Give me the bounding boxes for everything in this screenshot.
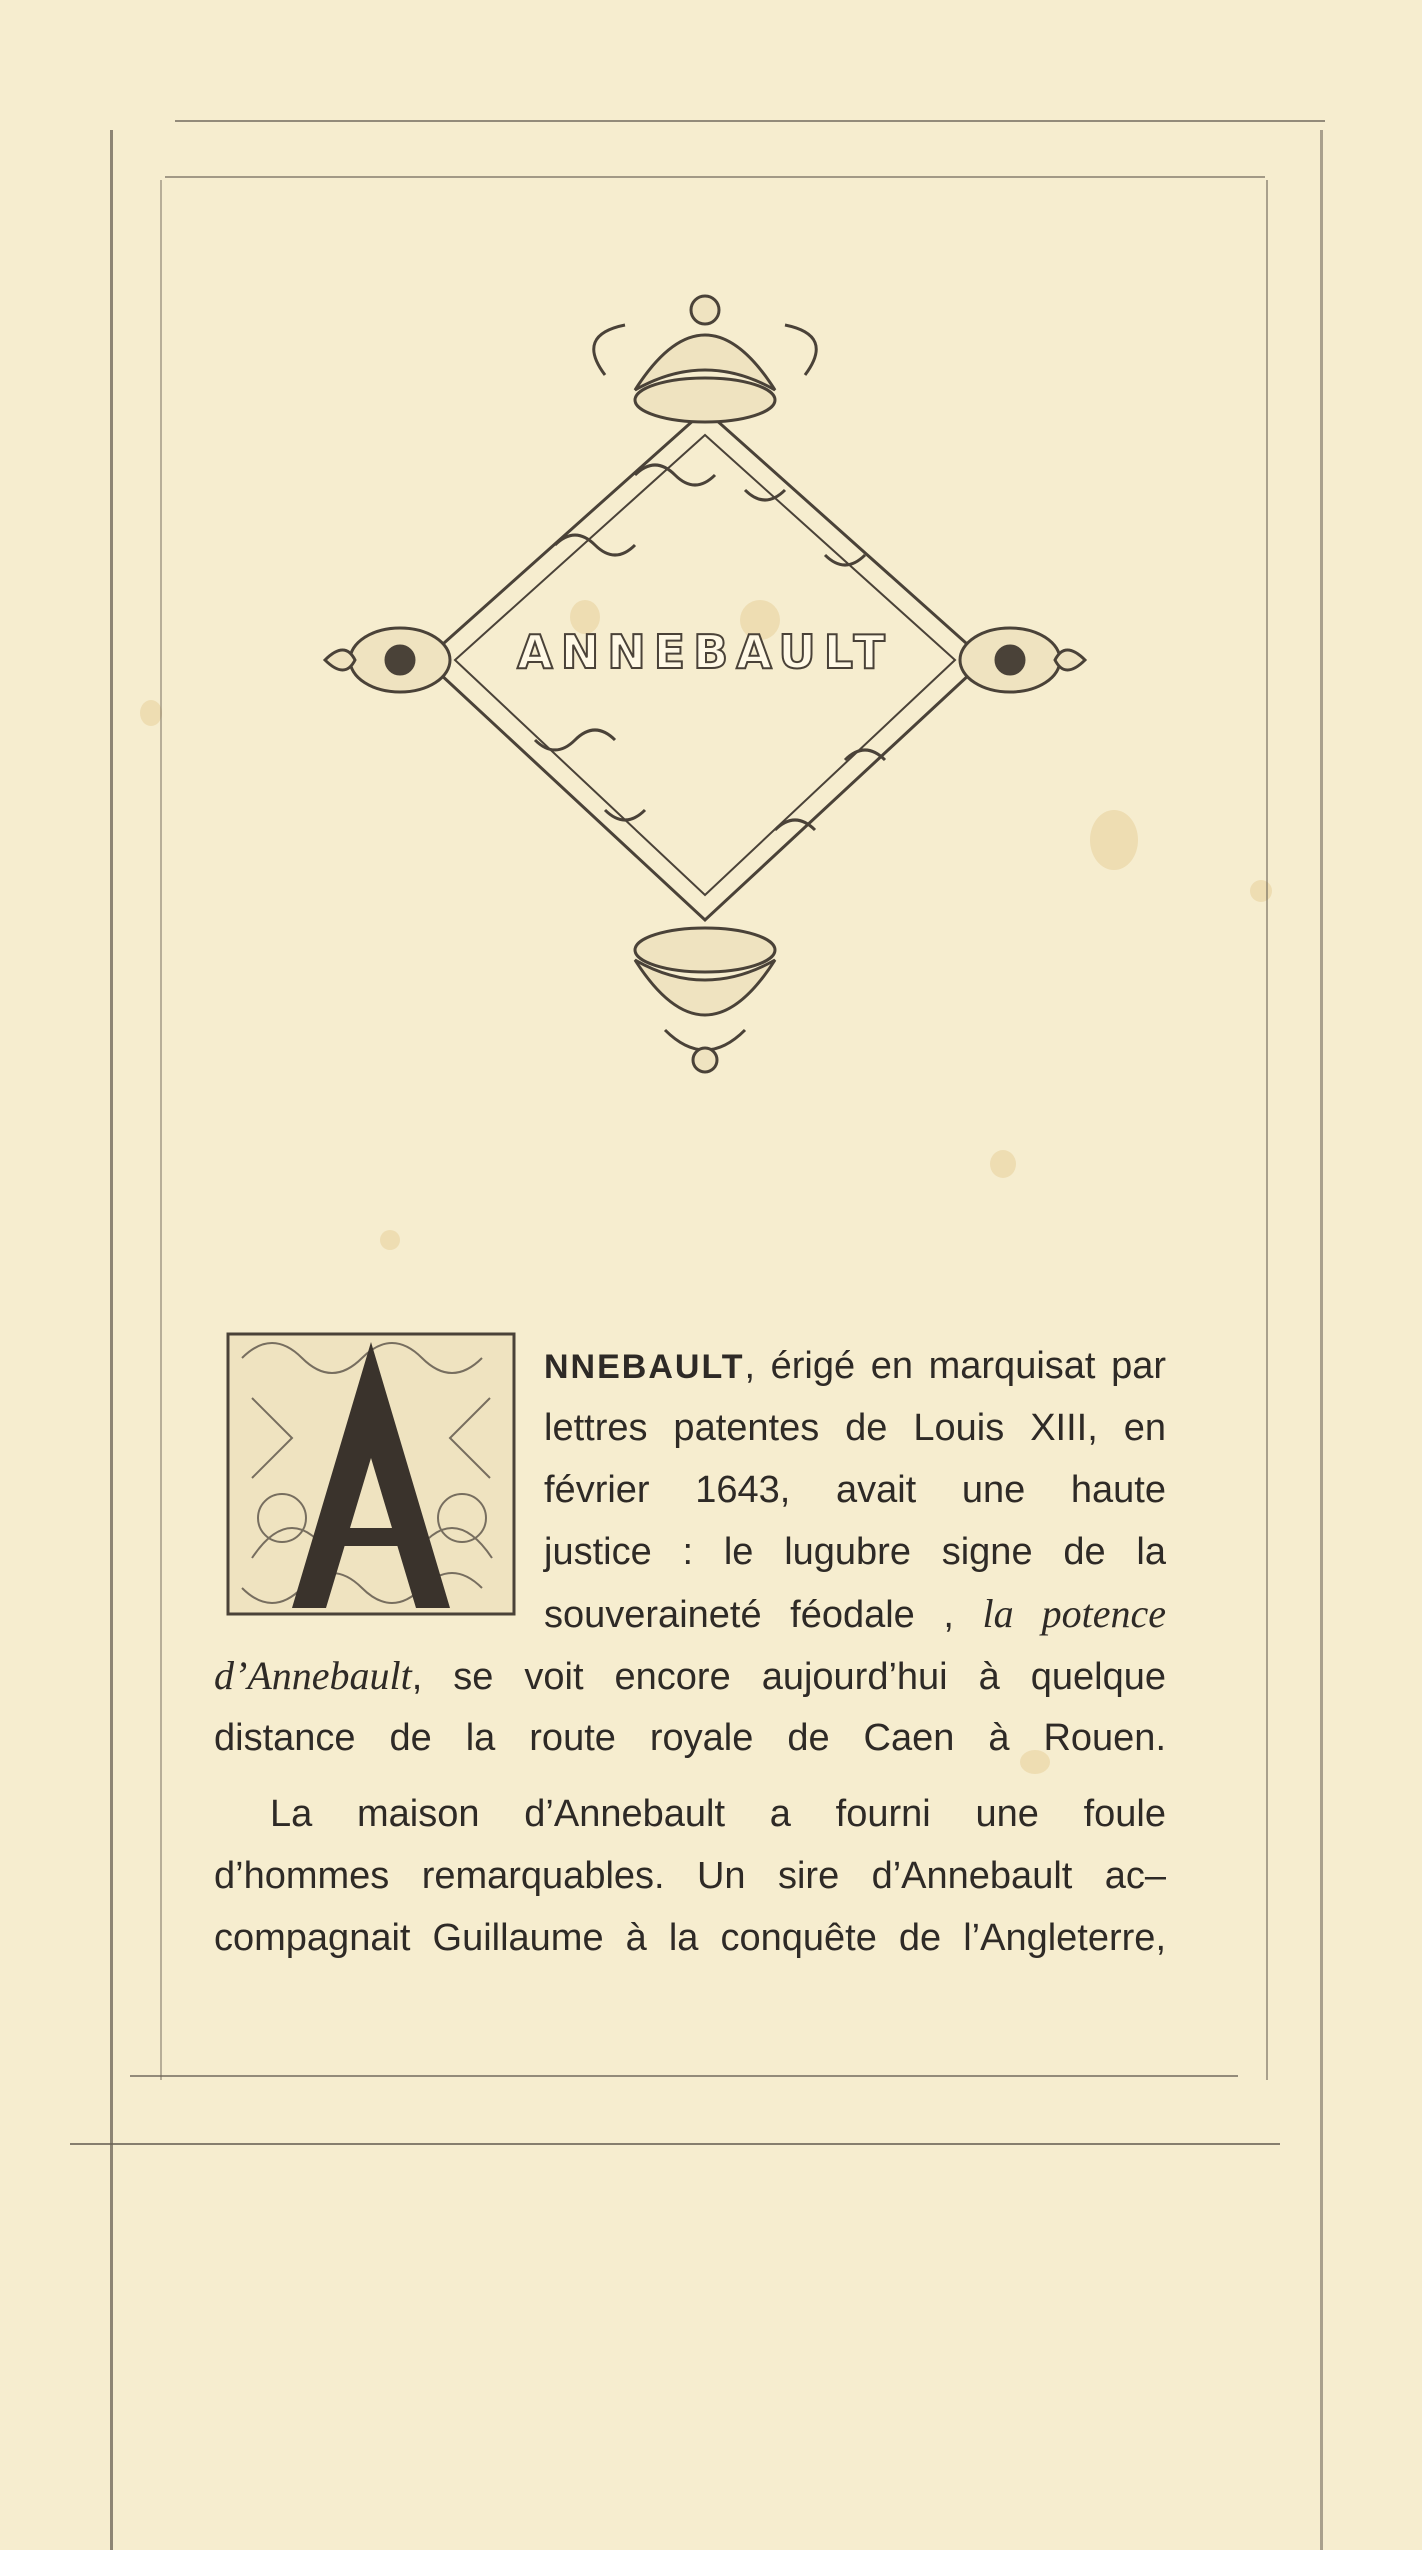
text-span: souveraineté féodale , xyxy=(544,1594,954,1636)
italic-span: d’Annebault xyxy=(214,1653,412,1698)
text-line: février 1643, avait une haute xyxy=(544,1469,1166,1511)
foxing-spot xyxy=(380,1230,400,1250)
frame-rule-right-inner xyxy=(1266,180,1268,2080)
italic-span: la potence xyxy=(982,1591,1166,1636)
foxing-spot xyxy=(1250,880,1272,902)
title-cartouche xyxy=(305,270,1105,1090)
foxing-spot xyxy=(990,1150,1016,1178)
frame-rule-top-inner xyxy=(165,176,1265,178)
ornamental-diamond-frame xyxy=(305,270,1105,1090)
frame-rule-right-outer xyxy=(1320,130,1323,2550)
frame-rule-bottom-outer xyxy=(70,2143,1280,2145)
frame-rule-left-inner xyxy=(160,180,162,2080)
text-span: , se voit encore aujourd’hui à quelque xyxy=(411,1656,1166,1698)
text-line: compagnait Guillaume à la conquête de l’Angleterre, xyxy=(214,1917,1166,1959)
lead-word: NNEBAULT xyxy=(544,1348,745,1386)
text-span: , érigé en marquisat par xyxy=(744,1345,1166,1387)
frame-rule-top-outer xyxy=(175,120,1325,122)
body-text xyxy=(214,1335,1166,1969)
foxing-spot xyxy=(140,700,162,726)
paragraph xyxy=(214,1783,1166,1969)
text-line: distance de la route royale de Caen à Rouen. xyxy=(214,1717,1166,1759)
cartouche-title: ANNEBAULT xyxy=(517,625,893,679)
text-line: lettres patentes de Louis XIII, en xyxy=(544,1407,1166,1449)
frame-rule-left-outer xyxy=(110,130,113,2550)
frame-rule-bottom-inner xyxy=(130,2075,1238,2077)
text-line xyxy=(544,1583,1166,1645)
text-line: justice : le lugubre signe de la xyxy=(544,1531,1166,1573)
drop-cap-letter: A xyxy=(367,1490,375,1501)
text-line: d’hommes remarquables. Un sire d’Annebault ac– xyxy=(214,1855,1166,1897)
text-line xyxy=(544,1335,1166,1397)
text-line xyxy=(214,1645,1166,1707)
text-line: La maison d’Annebault a fourni une foule xyxy=(270,1793,1166,1835)
